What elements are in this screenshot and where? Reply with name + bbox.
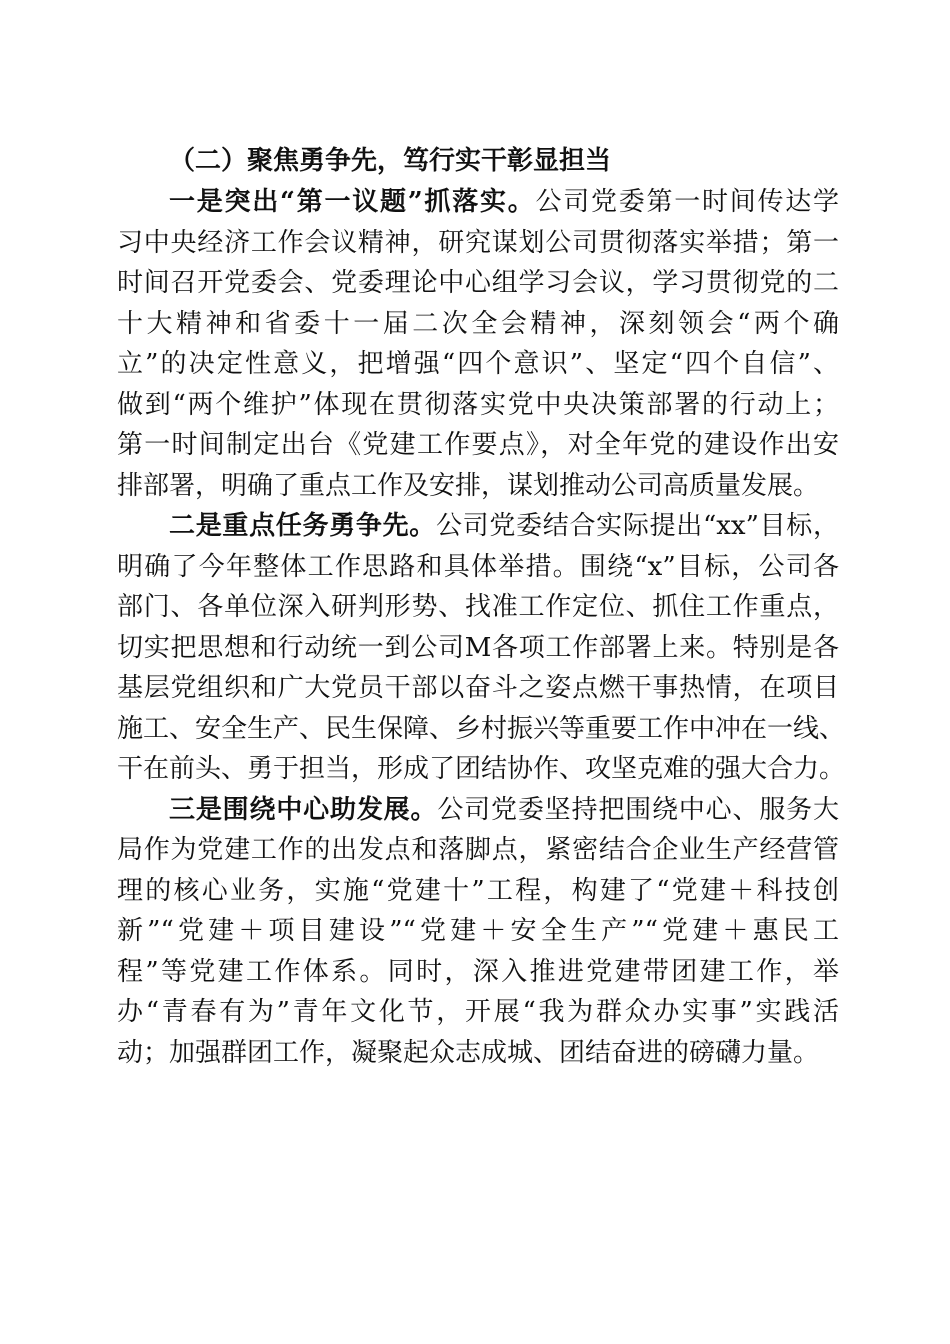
paragraph-lead: 二是重点任务勇争先。 bbox=[169, 511, 436, 541]
paragraph-lead: 一是突出“第一议题”抓落实。 bbox=[169, 187, 536, 217]
paragraph-line: 理的核心业务，实施“党建十”工程，构建了“党建＋科技创 bbox=[117, 875, 839, 906]
paragraph-3 bbox=[117, 790, 839, 1074]
paragraph-line bbox=[117, 506, 839, 547]
line-text: 公司党委第一时间传达学 bbox=[535, 187, 839, 217]
paragraph-line: 干在前头、勇于担当，形成了团结协作、攻坚克难的强大合力。 bbox=[117, 754, 846, 784]
section-heading: （二）聚焦勇争先，笃行实干彰显担当 bbox=[169, 146, 612, 176]
paragraph-line: 办“青春有为”青年文化节，开展“我为群众办实事”实践活 bbox=[117, 997, 839, 1027]
paragraph-line: 施工、安全生产、民生保障、乡村振兴等重要工作中冲在一线、 bbox=[117, 713, 846, 744]
line-text: 公司党委结合实际提出“xx”目标， bbox=[435, 511, 839, 541]
paragraph-line: 切实把思想和行动统一到公司M各项工作部署上来。特别是各 bbox=[117, 632, 839, 663]
paragraph-1 bbox=[117, 182, 839, 506]
paragraph-line: 立”的决定性意义，把增强“四个意识”、坚定“四个自信”、 bbox=[117, 349, 839, 379]
document-body bbox=[117, 140, 846, 1073]
paragraph-line bbox=[117, 182, 839, 223]
paragraph-line: 第一时间制定出台《党建工作要点》，对全年党的建设作出安 bbox=[117, 430, 839, 460]
paragraph-line: 程”等党建工作体系。同时，深入推进党建带团建工作，举 bbox=[117, 956, 839, 987]
paragraph-line: 新”“党建＋项目建设”“党建＋安全生产”“党建＋惠民工 bbox=[117, 916, 839, 946]
paragraph-line: 部门、各单位深入研判形势、找准工作定位、抓住工作重点， bbox=[117, 592, 839, 622]
paragraph-line: 局作为党建工作的出发点和落脚点，紧密结合企业生产经营管 bbox=[117, 835, 839, 865]
paragraph-line: 动；加强群团工作，凝聚起众志成城、团结奋进的磅礴力量。 bbox=[117, 1037, 820, 1068]
paragraph-line: 习中央经济工作会议精神，研究谋划公司贯彻落实举措；第一 bbox=[117, 227, 839, 258]
paragraph-line bbox=[117, 790, 839, 831]
paragraph-line: 排部署，明确了重点工作及安排，谋划推动公司高质量发展。 bbox=[117, 470, 820, 501]
paragraph-line: 十大精神和省委十一届二次全会精神，深刻领会“两个确 bbox=[117, 308, 839, 339]
paragraph-line: 时间召开党委会、党委理论中心组学习会议，学习贯彻党的二 bbox=[117, 268, 839, 298]
paragraph-lead: 三是围绕中心助发展。 bbox=[169, 794, 438, 825]
paragraph-2 bbox=[117, 506, 846, 790]
paragraph-line: 做到“两个维护”体现在贯彻落实党中央决策部署的行动上； bbox=[117, 389, 839, 420]
paragraph-line: 基层党组织和广大党员干部以奋斗之姿点燃干事热情，在项目 bbox=[117, 673, 839, 703]
line-text: 公司党委坚持把围绕中心、服务大 bbox=[437, 794, 839, 825]
paragraph-line: 明确了今年整体工作思路和具体举措。围绕“x”目标，公司各 bbox=[117, 551, 839, 582]
